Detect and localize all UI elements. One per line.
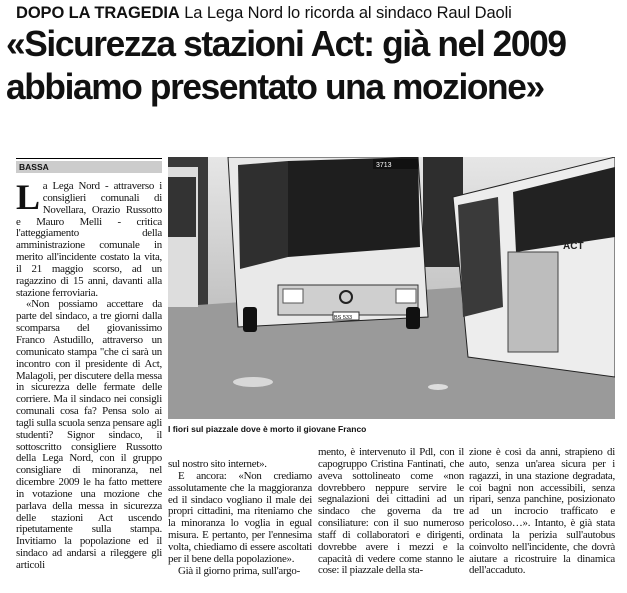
headline-line-1: «Sicurezza stazioni Act: già nel 2009 <box>6 23 566 64</box>
headline <box>6 22 614 108</box>
paragraph: sul nostro sito internet». <box>168 458 267 470</box>
photo-buses <box>168 157 615 419</box>
article-column-1 <box>16 177 162 572</box>
photo-illustration <box>168 157 615 419</box>
kicker-label: DOPO LA TRAGEDIA <box>16 4 180 22</box>
bus-plate: BS 533 <box>334 315 353 321</box>
paragraph: Già il giorno prima, sull'argo- <box>178 564 300 577</box>
photo-caption: I fiori sul piazzale dove è morto il giovane Franco <box>168 424 367 434</box>
drop-cap: L <box>16 177 40 217</box>
kicker <box>16 4 512 23</box>
paragraph: «Non possiamo accettare da parte del sindaco, a tre giorni dalla scomparsa del giovanissimo Franco Astudillo, attraverso un comunicato stampa "che ci sarà un incontro con il presidente di Act, Malagoli, per discutere della messa in sicurezza delle fermate delle corriere. Ma il sindaco nei consigli comunali cosa fa? Pensa solo ai tagli sulla scuola senza pensare agli studenti? Signor sindaco, il sottoscritto consigliere Russotto della Lega Nord, con il gruppo consigliare di minoranza, nel dicembre 2009 le ha fatto mettere in votazione una mozione che parlava della messa in sicurezza delle stazioni Act uscendo ripetutamente sulla stampa. Invitiamo la popolazione ed il sindaco ad andarsi a rileggere gli articoli <box>16 298 162 571</box>
act-logo: ACT <box>563 241 584 252</box>
article-column-3 <box>318 447 464 577</box>
section-rule <box>16 158 162 159</box>
paragraph: E ancora: «Non crediamo assolutamente che la maggioranza ed il sindaco vogliano il male dei propri cittadini, ma riteniamo che la minoranza lo voglia in egual misura. E pertanto, per l'ennesima volta, chiediamo di essere ascoltati per il bene della popolazione». <box>168 469 312 565</box>
paragraph: zione è così da anni, strapieno di auto, senza un'area sicura per i ragazzi, in una stazione degradata, coi bagni non accessibili, senza ripari, senza panchine, posizionato ad un incrocio trafficato e pericoloso…». Intanto, è già stata ordinata la perizia sull'autobus coinvolto nell'incidente, che dovrà aiutare a ricostruire la dinamica dell'accaduto. <box>469 446 615 577</box>
paragraph: La Lega Nord - attraverso i consiglieri comunali di Novellara, Orazio Russotto e Mauro Melli - critica l'atteggiamento della amministrazione comunale in merito all'incidente costato la vita, il 21 maggio scorso, ad un ragazzino di 15 anni, davanti alla stazione ferroviaria. <box>16 177 162 299</box>
paragraph: mento, è intervenuto il Pdl, con il capogruppo Cristina Fantinati, che aveva sottolineato come «non dovrebbero neppure servire le segnalazioni dei cittadini ad un sindaco che governa da tre consiliature: con il suo numeroso staff di collaboratori e dirigenti, dovrebbe avere i mezzi e la capacità di vedere come stanno le cose: il piazzale della sta- <box>318 446 464 577</box>
article-column-2 <box>168 459 312 577</box>
bus-number: 3713 <box>376 162 392 169</box>
section-label: BASSA <box>16 161 162 173</box>
kicker-text: La Lega Nord lo ricorda al sindaco Raul Daoli <box>184 4 512 22</box>
headline-line-2: abbiamo presentato una mozione» <box>6 66 544 107</box>
article-column-4 <box>469 447 615 577</box>
